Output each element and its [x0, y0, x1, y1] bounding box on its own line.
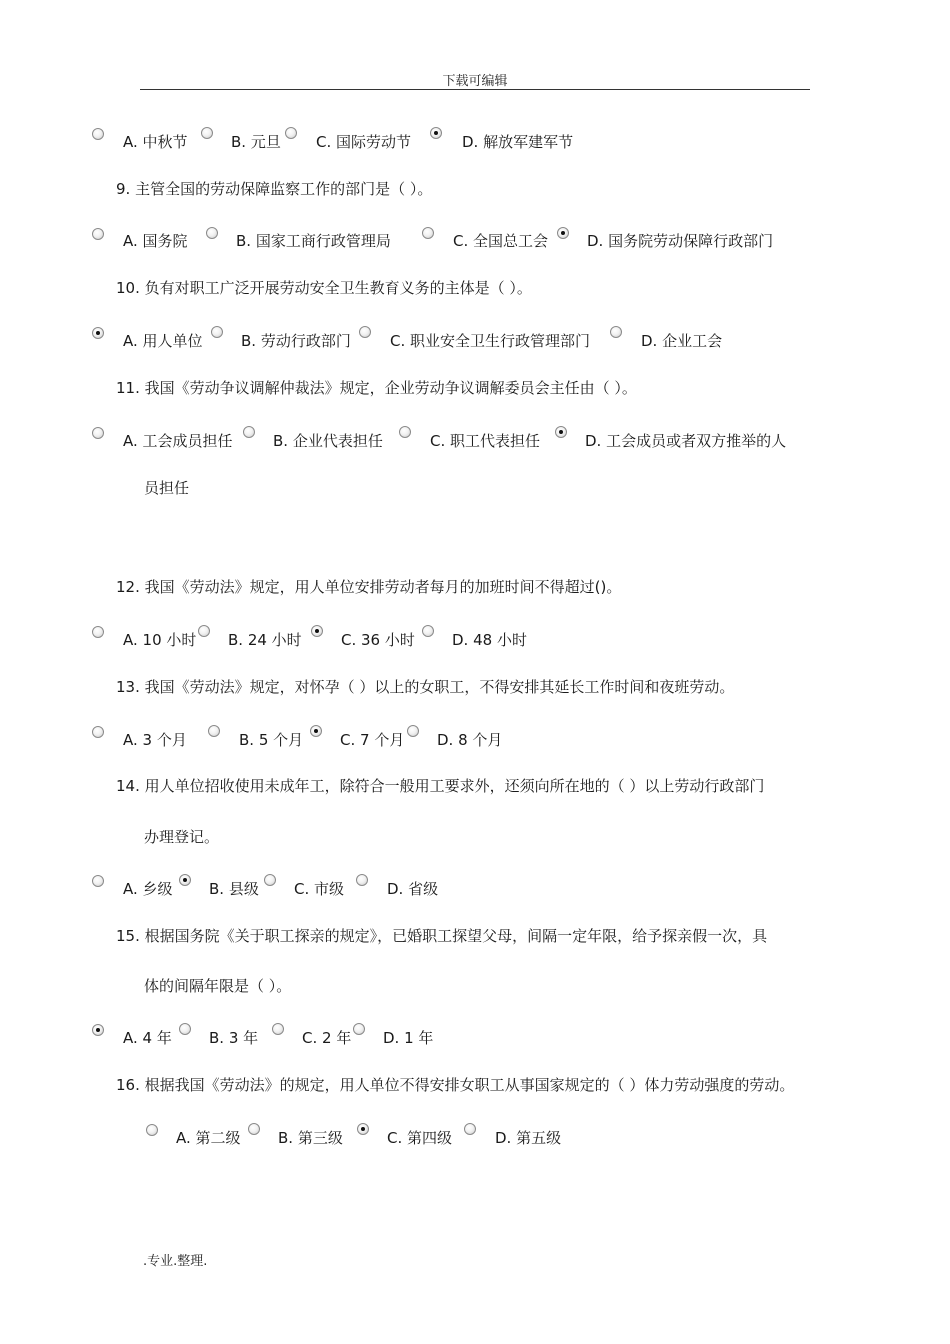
- radio-q9-a[interactable]: [92, 228, 104, 240]
- radio-q10-c[interactable]: [359, 326, 371, 338]
- radio-q14-a[interactable]: [92, 875, 104, 887]
- option-q13-a: A. 3 个月: [123, 731, 187, 749]
- radio-q9-c[interactable]: [422, 227, 434, 239]
- option-q15-b: B. 3 年: [209, 1029, 259, 1047]
- option-q16-d: D. 第五级: [495, 1129, 562, 1147]
- radio-q12-b[interactable]: [198, 625, 210, 637]
- option-q12-a: A. 10 小时: [123, 631, 197, 649]
- radio-q8-c[interactable]: [285, 127, 297, 139]
- option-q8-c: C. 国际劳动节: [316, 133, 412, 151]
- radio-q16-a[interactable]: [146, 1124, 158, 1136]
- option-q14-b: B. 县级: [209, 880, 259, 898]
- radio-q15-a[interactable]: [92, 1024, 104, 1036]
- question-14: 14. 用人单位招收使用未成年工，除符合一般用工要求外，还须向所在地的（ ）以上劳动行政部门: [116, 777, 765, 795]
- radio-q16-c[interactable]: [357, 1123, 369, 1135]
- radio-q10-a[interactable]: [92, 327, 104, 339]
- radio-q11-c[interactable]: [399, 426, 411, 438]
- option-q12-c: C. 36 小时: [341, 631, 415, 649]
- radio-q11-a[interactable]: [92, 427, 104, 439]
- question-16: 16. 根据我国《劳动法》的规定，用人单位不得安排女职工从事国家规定的（ ）体力劳动强度的劳动。: [116, 1076, 795, 1094]
- option-q15-a: A. 4 年: [123, 1029, 172, 1047]
- header-rule: [140, 89, 810, 90]
- question-12: 12. 我国《劳动法》规定，用人单位安排劳动者每月的加班时间不得超过()。: [116, 578, 622, 596]
- radio-q14-b[interactable]: [179, 874, 191, 886]
- option-q9-d: D. 国务院劳动保障行政部门: [587, 232, 774, 250]
- option-q13-b: B. 5 个月: [239, 731, 304, 749]
- page-footer: .专业.整理.: [143, 1254, 208, 1269]
- option-q11-b: B. 企业代表担任: [273, 432, 383, 450]
- question-13: 13. 我国《劳动法》规定，对怀孕（ ）以上的女职工，不得安排其延长工作时间和夜班劳动。: [116, 678, 735, 696]
- radio-q10-b[interactable]: [211, 326, 223, 338]
- radio-q12-d[interactable]: [422, 625, 434, 637]
- radio-q14-d[interactable]: [356, 874, 368, 886]
- radio-q11-d[interactable]: [555, 426, 567, 438]
- option-q13-c: C. 7 个月: [340, 731, 405, 749]
- radio-q9-b[interactable]: [206, 227, 218, 239]
- option-q9-a: A. 国务院: [123, 232, 188, 250]
- option-q11-d-continued: 员担任: [144, 479, 190, 497]
- radio-q8-d[interactable]: [430, 127, 442, 139]
- option-q12-b: B. 24 小时: [228, 631, 302, 649]
- radio-q9-d[interactable]: [557, 227, 569, 239]
- radio-q16-d[interactable]: [464, 1123, 476, 1135]
- radio-q15-b[interactable]: [179, 1023, 191, 1035]
- option-q11-d: D. 工会成员或者双方推举的人: [585, 432, 787, 450]
- radio-q8-a[interactable]: [92, 128, 104, 140]
- option-q8-a: A. 中秋节: [123, 133, 188, 151]
- question-10: 10. 负有对职工广泛开展劳动安全卫生教育义务的主体是（ ）。: [116, 279, 532, 297]
- option-q16-c: C. 第四级: [387, 1129, 453, 1147]
- radio-q13-c[interactable]: [310, 725, 322, 737]
- option-q14-d: D. 省级: [387, 880, 439, 898]
- radio-q15-c[interactable]: [272, 1023, 284, 1035]
- option-q15-c: C. 2 年: [302, 1029, 352, 1047]
- option-q10-d: D. 企业工会: [641, 332, 723, 350]
- radio-q14-c[interactable]: [264, 874, 276, 886]
- radio-q13-b[interactable]: [208, 725, 220, 737]
- radio-q13-d[interactable]: [407, 725, 419, 737]
- option-q16-a: A. 第二级: [176, 1129, 241, 1147]
- option-q15-d: D. 1 年: [383, 1029, 434, 1047]
- option-q16-b: B. 第三级: [278, 1129, 343, 1147]
- question-14-continued: 办理登记。: [144, 828, 220, 846]
- radio-q12-c[interactable]: [311, 625, 323, 637]
- question-9: 9. 主管全国的劳动保障监察工作的部门是（ ）。: [116, 180, 433, 198]
- option-q10-a: A. 用人单位: [123, 332, 203, 350]
- option-q12-d: D. 48 小时: [452, 631, 527, 649]
- option-q10-b: B. 劳动行政部门: [241, 332, 351, 350]
- option-q8-b: B. 元旦: [231, 133, 281, 151]
- radio-q10-d[interactable]: [610, 326, 622, 338]
- radio-q16-b[interactable]: [248, 1123, 260, 1135]
- radio-q12-a[interactable]: [92, 626, 104, 638]
- option-q13-d: D. 8 个月: [437, 731, 503, 749]
- option-q11-c: C. 职工代表担任: [430, 432, 541, 450]
- radio-q13-a[interactable]: [92, 726, 104, 738]
- option-q14-c: C. 市级: [294, 880, 345, 898]
- option-q8-d: D. 解放军建军节: [462, 133, 574, 151]
- option-q10-c: C. 职业安全卫生行政管理部门: [390, 332, 591, 350]
- option-q9-c: C. 全国总工会: [453, 232, 549, 250]
- question-11: 11. 我国《劳动争议调解仲裁法》规定，企业劳动争议调解委员会主任由（ ）。: [116, 379, 637, 397]
- radio-q15-d[interactable]: [353, 1023, 365, 1035]
- question-15-continued: 体的间隔年限是（ ）。: [144, 977, 292, 995]
- option-q9-b: B. 国家工商行政管理局: [236, 232, 391, 250]
- page-header: 下载可编辑: [442, 74, 508, 89]
- radio-q11-b[interactable]: [243, 426, 255, 438]
- radio-q8-b[interactable]: [201, 127, 213, 139]
- option-q11-a: A. 工会成员担任: [123, 432, 233, 450]
- question-15: 15. 根据国务院《关于职工探亲的规定》，已婚职工探望父母，间隔一定年限，给予探亲假一次，具: [116, 927, 768, 945]
- option-q14-a: A. 乡级: [123, 880, 173, 898]
